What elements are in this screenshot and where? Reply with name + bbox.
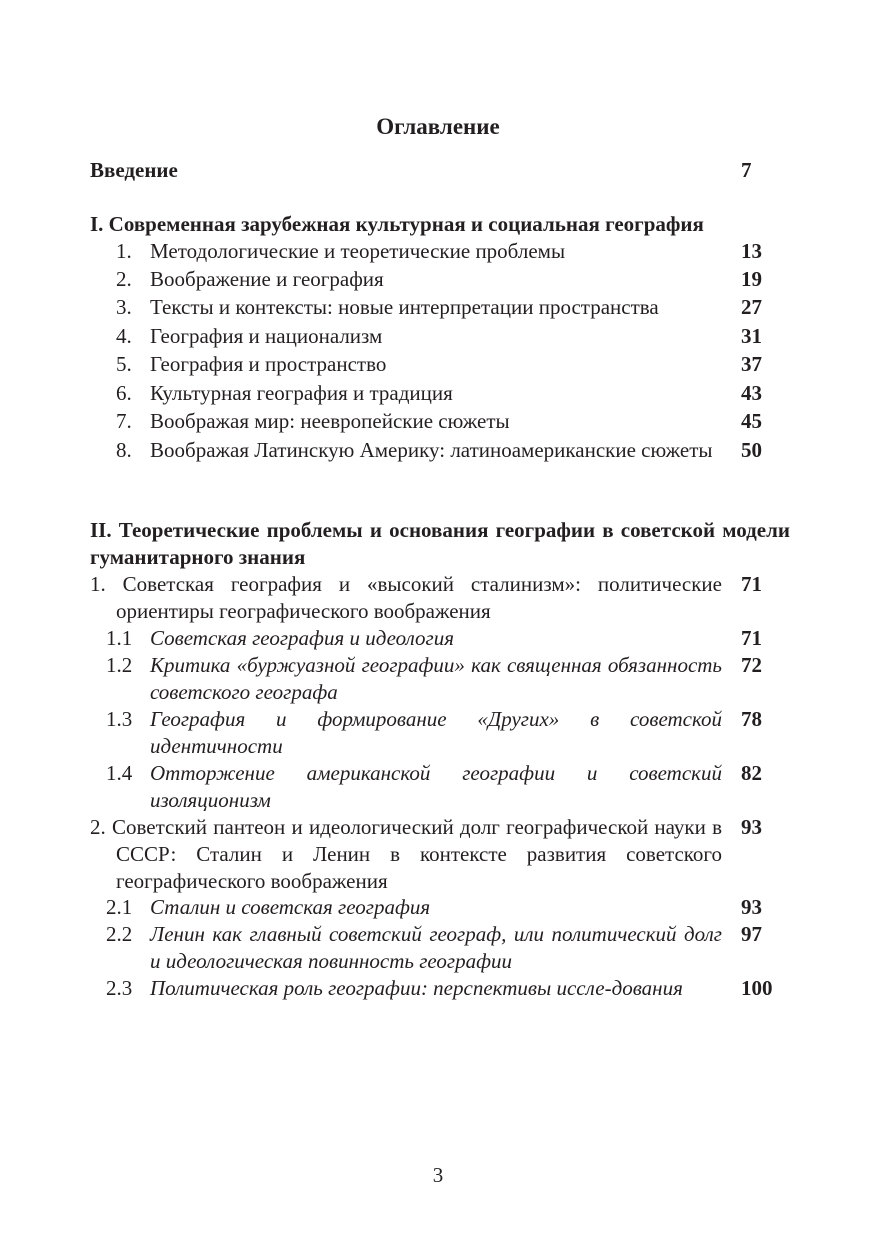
toc-entry-text: 1. Советская география и «высокий сталинизм»: политические ориентиры географического воображения — [90, 572, 722, 623]
toc-entry-text: География и национализм — [150, 324, 383, 348]
toc-entry-page: 19 — [741, 267, 762, 291]
toc-entry-text: География и формирование «Других» в советской идентичности — [150, 707, 722, 758]
toc-entry-text: Ленин как главный советский географ, или политический долг и идеологическая повинность географии — [150, 922, 722, 973]
toc-entry-page: 37 — [741, 352, 762, 376]
toc-entry-page: 31 — [741, 324, 762, 348]
toc-entry-number: 1.2 — [106, 653, 133, 677]
toc-entry-page: 7 — [741, 158, 752, 182]
part-1-heading: I. Современная зарубежная культурная и социальная география — [90, 212, 704, 236]
toc-entry-number: 2.3 — [106, 976, 133, 1000]
part-2-heading: II. Теоретические проблемы и основания географии в советской модели гуманитарного знания — [90, 518, 790, 569]
page-number: 3 — [432, 1163, 444, 1187]
toc-entry-text: 2. Советский пантеон и идеологический долг географической науки в СССР: Сталин и Ленин в контексте развития советского географического воображения — [90, 815, 722, 893]
toc-entry-number: 1.3 — [106, 707, 133, 731]
toc-entry-text: География и пространство — [150, 352, 387, 376]
toc-entry-number: 1.4 — [106, 761, 133, 785]
toc-entry-number: 1. — [116, 239, 132, 263]
toc-entry-number: 6. — [116, 381, 132, 405]
toc-entry-text: Отторжение американской географии и советский изоляционизм — [150, 761, 722, 812]
toc-entry-text: Политическая роль географии: перспективы иссле-дования — [150, 976, 683, 1000]
toc-entry-label: Введение — [90, 158, 178, 182]
toc-entry-page: 71 — [741, 626, 762, 650]
toc-entry-page: 71 — [741, 572, 762, 596]
toc-entry-text: Воображая Латинскую Америку: латиноамериканские сюжеты — [150, 438, 713, 462]
toc-entry-text: Воображение и география — [150, 267, 384, 291]
toc-entry-number: 4. — [116, 324, 132, 348]
toc-entry-number: 2. — [116, 267, 132, 291]
toc-entry-text: Тексты и контексты: новые интерпретации пространства — [150, 295, 659, 319]
toc-entry-page: 97 — [741, 922, 762, 946]
toc-entry-number: 1.1 — [106, 626, 133, 650]
toc-entry-text: Культурная география и традиция — [150, 381, 453, 405]
toc-entry-number: 2.2 — [106, 922, 133, 946]
toc-entry-text: Воображая мир: неевропейские сюжеты — [150, 409, 510, 433]
toc-entry-page: 45 — [741, 409, 762, 433]
page-title: Оглавление — [376, 114, 500, 139]
toc-entry-page: 82 — [741, 761, 762, 785]
toc-entry-number: 8. — [116, 438, 132, 462]
toc-entry-number: 5. — [116, 352, 132, 376]
toc-entry-page: 27 — [741, 295, 762, 319]
toc-entry-text: Критика «буржуазной географии» как священная обязанность советского географа — [150, 653, 722, 704]
toc-entry-page: 93 — [741, 815, 762, 839]
toc-entry-page: 78 — [741, 707, 762, 731]
toc-entry-text: Советская география и идеология — [150, 626, 454, 650]
toc-entry-page: 13 — [741, 239, 762, 263]
toc-entry-page: 50 — [741, 438, 762, 462]
toc-entry-text: Методологические и теоретические проблемы — [150, 239, 566, 263]
toc-entry-number: 3. — [116, 295, 132, 319]
toc-entry-page: 43 — [741, 381, 762, 405]
toc-entry-number: 2.1 — [106, 895, 133, 919]
toc-entry-page: 93 — [741, 895, 762, 919]
toc-entry-page: 72 — [741, 653, 762, 677]
toc-entry-number: 7. — [116, 409, 132, 433]
toc-entry-page: 100 — [741, 976, 773, 1000]
toc-entry-text: Сталин и советская география — [150, 895, 431, 919]
